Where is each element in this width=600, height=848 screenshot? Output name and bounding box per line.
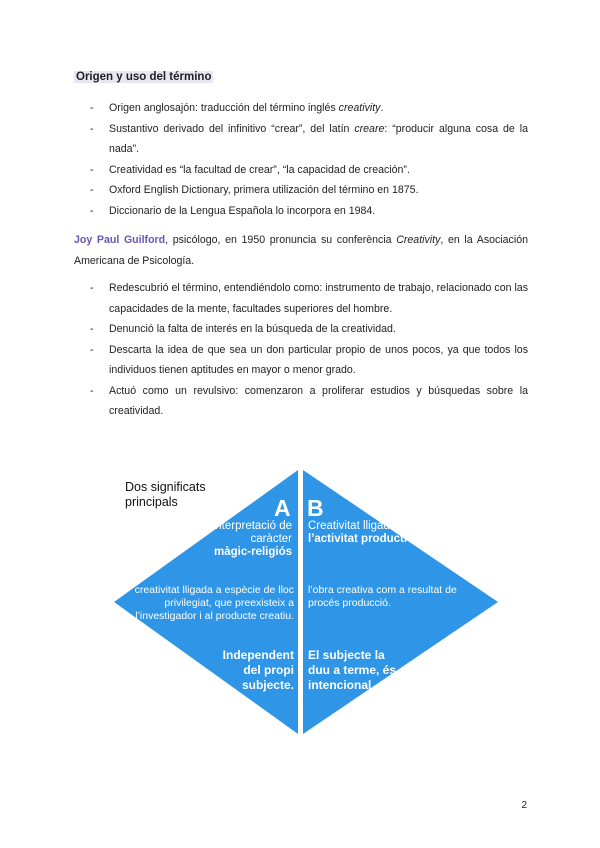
list-item: - Descarta la idea de que sea un don particular propio de unos pocos, ya que todos los individuos tienen aptitudes en mayor o menor grado. [88,340,528,381]
list-item: - Diccionario de la Lengua Española lo incorpora en 1984. [88,201,528,222]
page-number: 2 [521,800,527,811]
meanings-diagram [110,468,500,736]
guilford-paragraph: Joy Paul Guilford, psicólogo, en 1950 pronuncia su conferència Creativity, en la Asociación Americana de Psicología. [74,234,528,267]
left-label: Interpretació de caràcter màgic-religiós [212,520,292,558]
list-item: - Redescubrió el término, entendiéndolo como: instrumento de trabajo, relacionado con las capacidades de la mente, facultades superiores del hombre. [88,278,528,319]
right-conclusion: El subjecte la duu a terme, és intencional [308,648,397,692]
list-item: - Denunció la falta de interés en la búsqueda de la creatividad. [88,319,528,340]
list-item: - Creatividad es “la facultad de crear”, “la capacidad de creación”. [88,160,528,181]
origin-bullet-list [88,98,528,221]
section-heading: Origen y uso del término [76,71,212,83]
right-label: Creativitat lligada a l’activitat productiva [308,520,420,545]
right-description: l’obra creativa com a resultat de procés producció. [308,584,457,609]
guilford-bullet-list [88,278,528,422]
author-name: Joy Paul Guilford [74,234,166,246]
work-title: Creativity [396,234,441,246]
list-item: - Actuó como un revulsivo: comenzaron a proliferar estudios y búsquedas sobre la creatividad. [88,381,528,422]
letter-b: B [307,495,324,521]
left-conclusion: Independent del propi subjecte. [222,648,294,692]
list-item: - Oxford English Dictionary, primera utilización del término en 1875. [88,180,528,201]
left-description: creativitat lligada a espècie de lloc privilegiat, que preexisteix a l’investigador i al producte creatiu. [134,584,294,622]
list-item: - Sustantivo derivado del infinitivo “crear”, del latín creare: “producir alguna cosa de la nada”. [88,119,528,160]
list-item: - Origen anglosajón: traducción del término inglés creativity. [88,98,528,119]
letter-a: A [274,495,291,521]
diagram-title: Dos significats principals [125,480,206,509]
